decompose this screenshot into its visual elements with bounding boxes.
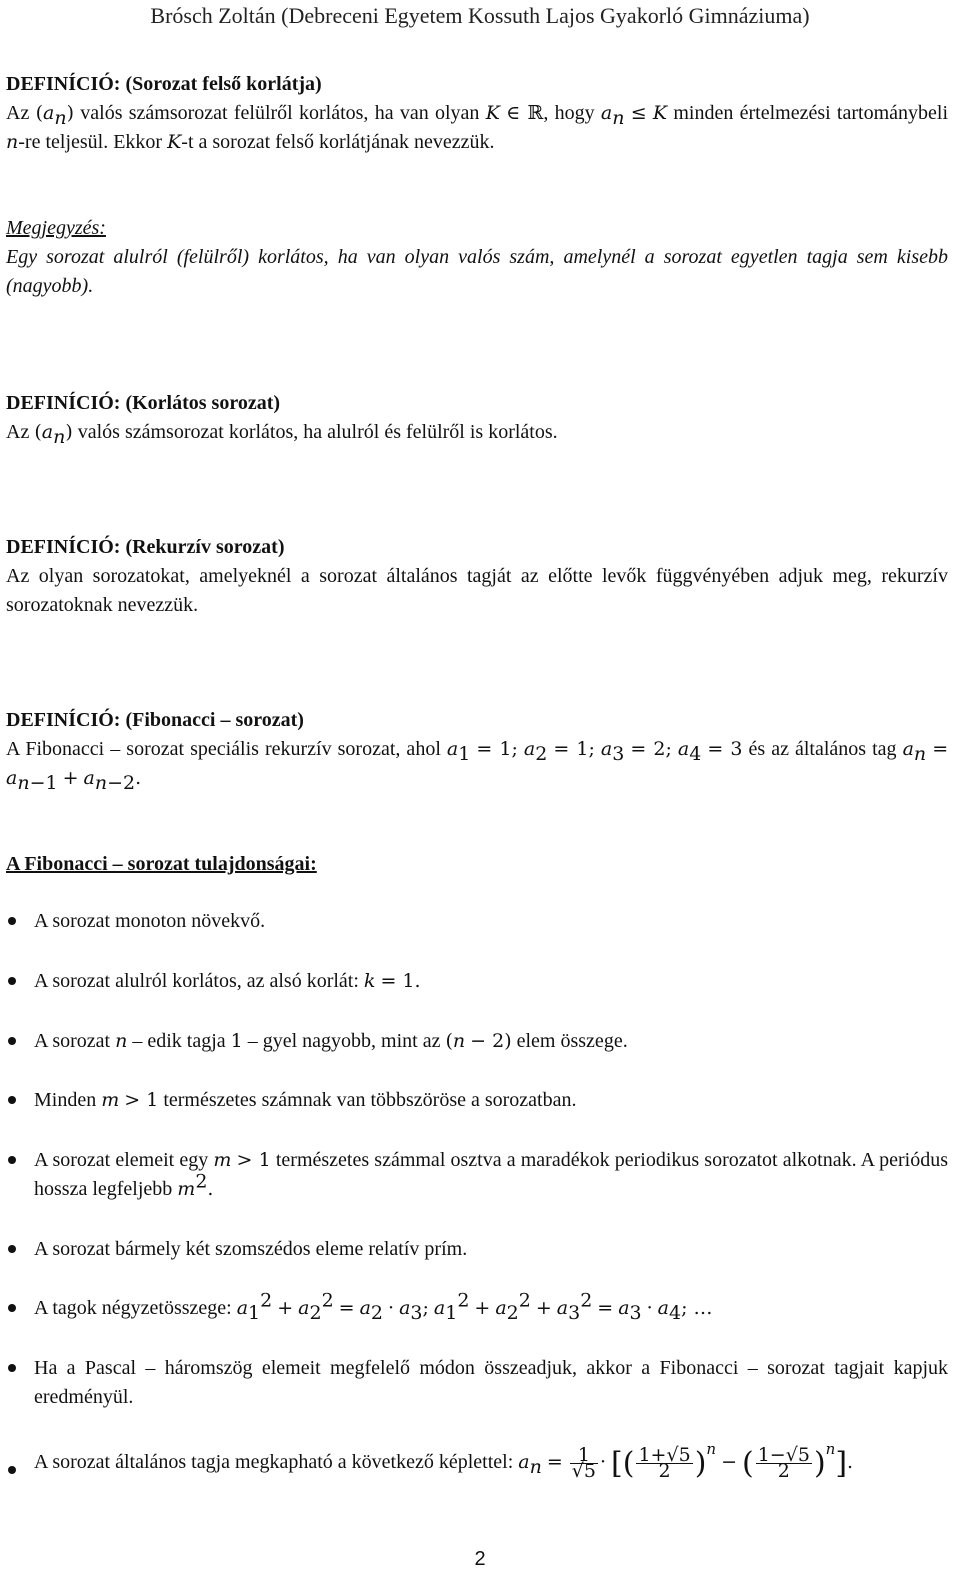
definition-fibonacci (6, 706, 948, 793)
list-item: A sorozat alulról korlátos, az alsó korlát: k = 1. (6, 967, 948, 996)
definition-upper-bound (6, 70, 948, 157)
list-item: A sorozat elemeit egy m > 1 természetes számmal osztva a maradékok periodikus sorozatot alkotnak. A periódus hossza legfeljebb $m^2$. (6, 1146, 948, 1204)
bullet-icon (8, 1037, 16, 1045)
bullet-icon (8, 1245, 16, 1253)
properties-title: A Fibonacci – sorozat tulajdonságai: (6, 853, 317, 875)
list-item: Minden m > 1 természetes számnak van többszöröse a sorozatban. (6, 1086, 948, 1115)
page-number: 2 (474, 1548, 486, 1570)
list-item: A sorozat n – edik tagja 1 – gyel nagyobb, mint az (n − 2) elem összege. (6, 1027, 948, 1056)
note (6, 214, 948, 301)
bullet-icon (8, 1096, 16, 1104)
definition-title: DEFINÍCIÓ: (Fibonacci – sorozat) (6, 709, 304, 731)
bullet-icon (8, 1466, 16, 1474)
bullet-icon (8, 1304, 16, 1312)
formula-fraction: $\frac{1}{√5}$ (571, 1444, 596, 1482)
definition-body: Az olyan sorozatokat, amelyeknél a sorozat általános tagját az előtte levők függvényében adjuk meg, rekurzív sorozatoknak nevezzük. (6, 565, 948, 616)
definition-body: Az $(a_n)$ valós számsorozat felülről korlátos, ha van olyan K ∈ ℝ, hogy $a_n \le K$ minden értelmezési tartománybeli n-re teljesül. Ekkor K-t a sorozat felső korlátjának nevezzük. (6, 102, 949, 153)
bullet-icon (8, 1364, 16, 1372)
note-title: Megjegyzés: (6, 217, 106, 239)
definition-body: Az $(a_n)$ valós számsorozat korlátos, ha alulról és felülről is korlátos. (6, 421, 558, 448)
page-header: Brósch Zoltán (Debreceni Egyetem Kossuth Lajos Gyakorló Gimnáziuma) (150, 3, 810, 28)
bullet-icon (8, 1156, 16, 1164)
list-item: A sorozat általános tagja megkapható a következő képlettel: $a_n$ = $\frac{1}{√5}$ · [( $\frac{1+√5}{2}$ )$^n$ − ( $\frac{1-√5}{2}$ )$^n$]. (6, 1448, 948, 1479)
list-item: A sorozat monoton növekvő. (6, 907, 948, 936)
definition-title: DEFINÍCIÓ: (Sorozat felső korlátja) (6, 73, 322, 95)
bullet-icon (8, 917, 16, 925)
list-item: Ha a Pascal – háromszög elemeit megfelelő módon összeadjuk, akkor a Fibonacci – sorozat tagjait kapjuk eredményül. (6, 1354, 948, 1412)
note-body: Egy sorozat alulról (felülről) korlátos, ha van olyan valós szám, amelynél a sorozat egyetlen tagja sem kisebb (nagyobb). (6, 246, 948, 297)
definition-body: A Fibonacci – sorozat speciális rekurzív sorozat, ahol $a_1 = 1$; $a_2 = 1$; $a_3 = 2$; $a_4 = 3$ és az általános tag $a_n = a_{n-1} + a_{n-2}$. (6, 738, 949, 794)
list-item: A sorozat bármely két szomszédos eleme relatív prím. (6, 1235, 948, 1264)
definition-title: DEFINÍCIÓ: (Korlátos sorozat) (6, 392, 281, 414)
definition-recursive-sequence (6, 533, 948, 620)
list-item: A tagok négyzetösszege: $a_1^2 + a_2^2 = a_2 \cdot a_3$; $a_1^2 + a_2^2 + a_3^2 = a_3 \cdot a_4$; … (6, 1294, 948, 1323)
definition-title: DEFINÍCIÓ: (Rekurzív sorozat) (6, 536, 285, 558)
bullet-icon (8, 977, 16, 985)
definition-bounded-sequence (6, 389, 948, 447)
